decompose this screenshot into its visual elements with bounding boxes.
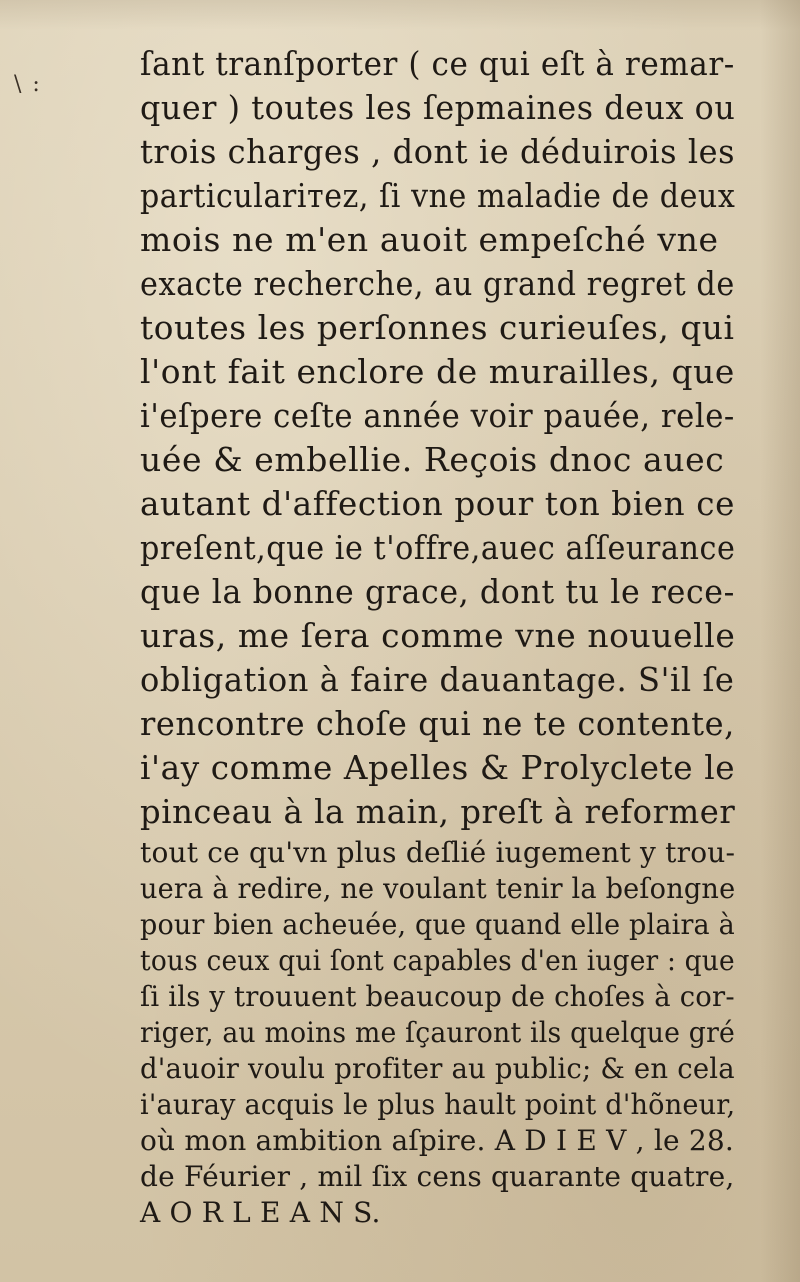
page-top-shadow xyxy=(0,0,800,30)
text-line: l'ont fait enclore de murailles, que xyxy=(140,352,735,391)
closing-signature: A O R L E A N S. xyxy=(140,1196,381,1229)
text-line: uée & embellie. Reçois dnoc auec xyxy=(140,440,725,479)
text-line: rencontre choſe qui ne te contente, xyxy=(140,704,735,743)
text-line: obligation à faire dauantage. S'il ſe xyxy=(140,660,735,699)
text-line: uras, me ſera comme vne nouuelle xyxy=(140,616,736,655)
text-line: mois ne m'en auoit empeſché vne xyxy=(140,220,719,259)
text-line: d'auoir voulu profiter au public; & en cela xyxy=(140,1052,735,1085)
text-line: exacte recherche, au grand regret de xyxy=(140,264,735,303)
text-line: de Féurier , mil ſix cens quarante quatre, xyxy=(140,1160,735,1193)
text-line: autant d'affection pour ton bien ce xyxy=(140,484,735,523)
text-line: ſi ils y trouuent beaucoup de choſes à cor- xyxy=(140,980,735,1013)
text-line: tous ceux qui ſont capables d'en iuger : que xyxy=(140,944,735,977)
page-gutter-shadow xyxy=(760,0,800,1282)
text-line: pinceau à la main, preſt à reformer xyxy=(140,792,736,831)
text-line: i'eſpere ceſte année voir pauée, rele- xyxy=(140,396,735,435)
text-line: que la bonne grace, dont tu le rece- xyxy=(140,572,735,611)
margin-mark: \ : xyxy=(14,72,42,97)
text-line: quer ) toutes les ſepmaines deux ou xyxy=(140,88,736,127)
text-line: trois charges , dont ie déduirois les xyxy=(140,132,736,171)
text-line: particulariтez, ſi vne maladie de deux xyxy=(140,176,736,215)
text-line: i'ay comme Apelles & Prolyclete le xyxy=(140,748,736,787)
text-line: tout ce qu'vn plus deſlié iugement y trou- xyxy=(140,836,736,869)
text-line: uera à redire, ne voulant tenir la beſongne xyxy=(140,872,736,905)
text-line: pour bien acheuée, que quand elle plaira à xyxy=(140,908,735,941)
text-line: i'auray acquis le plus hault point d'hõneur, xyxy=(140,1088,736,1121)
text-line: toutes les perſonnes curieuſes, qui xyxy=(140,308,735,347)
text-line: où mon ambition aſpire. A D I E V , le 28. xyxy=(140,1124,734,1157)
text-line: ſant tranſporter ( ce qui eſt à remar- xyxy=(140,44,735,83)
text-line: preſent,que ie t'offre,auec aſſeurance xyxy=(140,528,736,567)
text-line: riger, au moins me ſçauront ils quelque gré xyxy=(140,1016,736,1049)
